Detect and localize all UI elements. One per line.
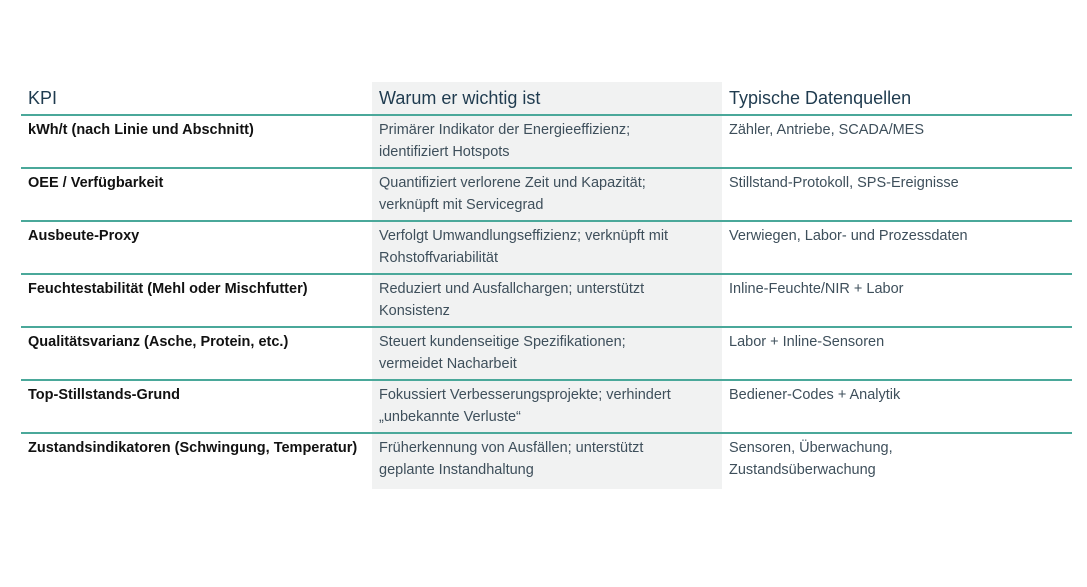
why-line-2: Rohstoffvariabilität: [379, 250, 499, 266]
sources-cell: [722, 221, 1072, 274]
kpi-cell: Ausbeute-Proxy: [21, 221, 372, 274]
why-line-2: vermeidet Nacharbeit: [379, 356, 517, 372]
sources-line-1: Stillstand-Protokoll, SPS-Ereignisse: [729, 175, 959, 191]
why-line-2: „unbekannte Verluste“: [379, 409, 521, 425]
why-line-1: Quantifiziert verlorene Zeit und Kapazität;: [379, 175, 646, 191]
kpi-table-container: [21, 82, 1072, 489]
why-cell: [372, 327, 722, 380]
why-line-2: geplante Instandhaltung: [379, 462, 534, 478]
header-sources: Typische Datenquellen: [722, 82, 1072, 115]
table-row: [21, 168, 1072, 221]
why-cell: [372, 380, 722, 433]
sources-cell: [722, 380, 1072, 433]
why-line-1: Steuert kundenseitige Spezifikationen;: [379, 334, 626, 350]
sources-cell: [722, 115, 1072, 168]
sources-cell: [722, 433, 1072, 489]
sources-line-1: Zähler, Antriebe, SCADA/MES: [729, 122, 925, 138]
table-row: [21, 327, 1072, 380]
sources-line-1: Verwiegen, Labor- und Prozessdaten: [729, 228, 968, 244]
why-line-2: verknüpft mit Servicegrad: [379, 197, 544, 213]
why-line-1: Primärer Indikator der Energieeffizienz;: [379, 122, 631, 138]
sources-line-2: Zustandsüberwachung: [729, 462, 876, 478]
header-why: Warum er wichtig ist: [372, 82, 722, 115]
why-line-2: Konsistenz: [379, 303, 450, 319]
sources-line-1: Bediener-Codes + Analytik: [729, 387, 901, 403]
sources-line-1: Labor + Inline-Sensoren: [729, 334, 885, 350]
why-cell: [372, 433, 722, 489]
why-cell: [372, 115, 722, 168]
table-row: [21, 380, 1072, 433]
why-line-1: Verfolgt Umwandlungseffizienz; verknüpft mit: [379, 228, 669, 244]
why-line-1: Früherkennung von Ausfällen; unterstützt: [379, 440, 644, 456]
kpi-cell: Feuchtestabilität (Mehl oder Mischfutter): [21, 274, 372, 327]
table-row: [21, 115, 1072, 168]
kpi-cell: kWh/t (nach Linie und Abschnitt): [21, 115, 372, 168]
why-line-1: Fokussiert Verbesserungsprojekte; verhindert: [379, 387, 671, 403]
sources-cell: [722, 327, 1072, 380]
table-row: [21, 274, 1072, 327]
kpi-cell: Top-Stillstands-Grund: [21, 380, 372, 433]
table-row: [21, 433, 1072, 489]
kpi-cell: Zustandsindikatoren (Schwingung, Temperatur): [28, 440, 358, 456]
why-line-1: Reduziert und Ausfallchargen; unterstützt: [379, 281, 645, 297]
table-row: [21, 221, 1072, 274]
sources-cell: [722, 168, 1072, 221]
why-cell: [372, 274, 722, 327]
sources-line-1: Inline-Feuchte/NIR + Labor: [729, 281, 904, 297]
sources-cell: [722, 274, 1072, 327]
sources-line-1: Sensoren, Überwachung,: [729, 440, 893, 456]
why-cell: [372, 168, 722, 221]
kpi-table: [21, 82, 1072, 489]
table-header-row: [21, 82, 1072, 115]
header-kpi: KPI: [21, 82, 372, 115]
why-cell: [372, 221, 722, 274]
kpi-cell: Qualitätsvarianz (Asche, Protein, etc.): [21, 327, 372, 380]
why-line-2: identifiziert Hotspots: [379, 144, 510, 160]
kpi-cell: OEE / Verfügbarkeit: [21, 168, 372, 221]
